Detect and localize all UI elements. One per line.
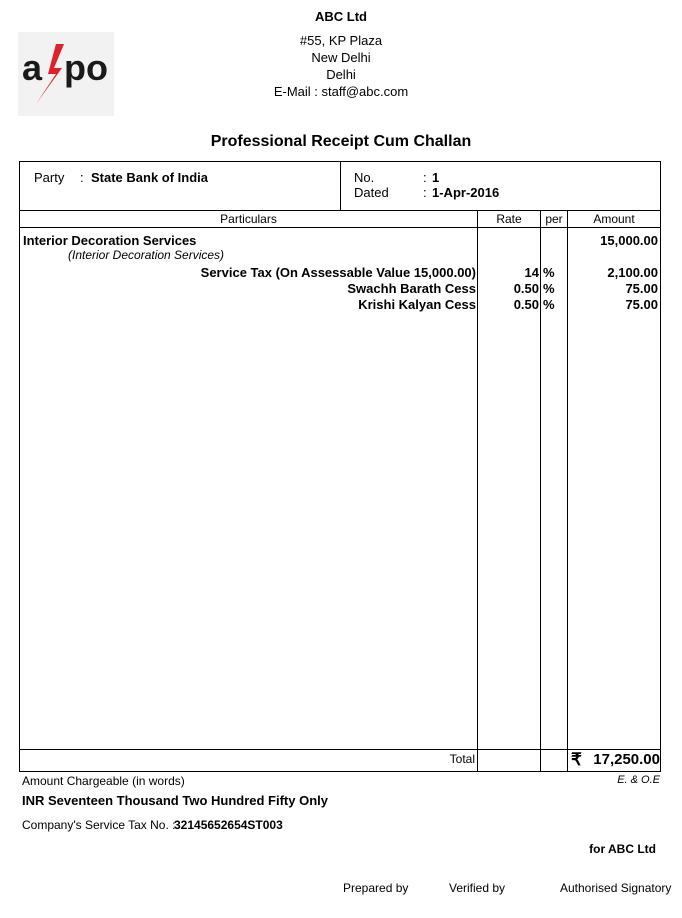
- total-divider: [19, 749, 661, 750]
- svg-text:a: a: [22, 47, 43, 88]
- tax-row-per: %: [543, 281, 555, 296]
- document-title: Professional Receipt Cum Challan: [210, 133, 472, 150]
- header-divider: [19, 227, 661, 228]
- amount-in-words: INR Seventeen Thousand Two Hundred Fifty Only: [22, 793, 329, 808]
- rupee-icon: ₹: [571, 750, 582, 769]
- amount-words-label: Amount Chargeable (in words): [22, 774, 185, 788]
- party-colon: :: [80, 170, 84, 185]
- item-description: (Interior Decoration Services): [68, 248, 225, 262]
- tax-row-name: Service Tax (On Assessable Value 15,000.00): [200, 265, 476, 280]
- address-line-3: Delhi: [326, 67, 356, 82]
- tax-row-name: Swachh Barath Cess: [347, 281, 476, 296]
- per-column-divider: [540, 211, 541, 772]
- for-company: for ABC Ltd: [589, 842, 656, 856]
- party-label: Party: [34, 170, 65, 185]
- service-tax-number: 32145652654ST003: [174, 818, 283, 832]
- dated-value: 1-Apr-2016: [432, 185, 500, 200]
- dated-label: Dated: [354, 185, 389, 200]
- voucher-no-colon: :: [423, 170, 427, 185]
- eoe-note: E. & O.E: [617, 774, 660, 786]
- address-line-2: New Delhi: [311, 50, 371, 65]
- party-name: State Bank of India: [91, 170, 209, 185]
- prepared-by: Prepared by: [343, 881, 409, 895]
- header-rate: Rate: [496, 212, 522, 226]
- dated-colon: :: [423, 185, 427, 200]
- voucher-no-value: 1: [432, 170, 440, 185]
- tax-row-amount: 75.00: [625, 281, 658, 296]
- item-amount: 15,000.00: [600, 233, 658, 248]
- company-name: ABC Ltd: [315, 9, 367, 24]
- tax-row-rate: 0.50: [513, 297, 539, 312]
- header-per: per: [545, 212, 563, 226]
- verified-by: Verified by: [449, 881, 506, 895]
- voucher-no-label: No.: [354, 170, 375, 185]
- svg-text:po: po: [64, 47, 108, 88]
- tax-row-rate: 0.50: [513, 281, 539, 296]
- tax-row-amount: 75.00: [625, 297, 658, 312]
- item-name: Interior Decoration Services: [23, 233, 197, 248]
- tax-row-per: %: [543, 265, 555, 280]
- authorised-signatory: Authorised Signatory: [560, 881, 672, 895]
- company-logo: [18, 32, 114, 116]
- party-divider: [340, 161, 341, 211]
- tax-row-rate: 14: [524, 265, 539, 280]
- tax-row-per: %: [543, 297, 555, 312]
- total-label: Total: [449, 752, 475, 766]
- total-amount: 17,250.00: [593, 751, 660, 768]
- company-email: E-Mail : staff@abc.com: [273, 84, 409, 99]
- header-particulars: Particulars: [220, 212, 277, 226]
- address-line-1: #55, KP Plaza: [299, 33, 383, 48]
- service-tax-label: Company's Service Tax No. :: [22, 818, 176, 832]
- tax-row-amount: 2,100.00: [607, 265, 658, 280]
- header-amount: Amount: [593, 212, 635, 226]
- tax-row-name: Krishi Kalyan Cess: [358, 297, 476, 312]
